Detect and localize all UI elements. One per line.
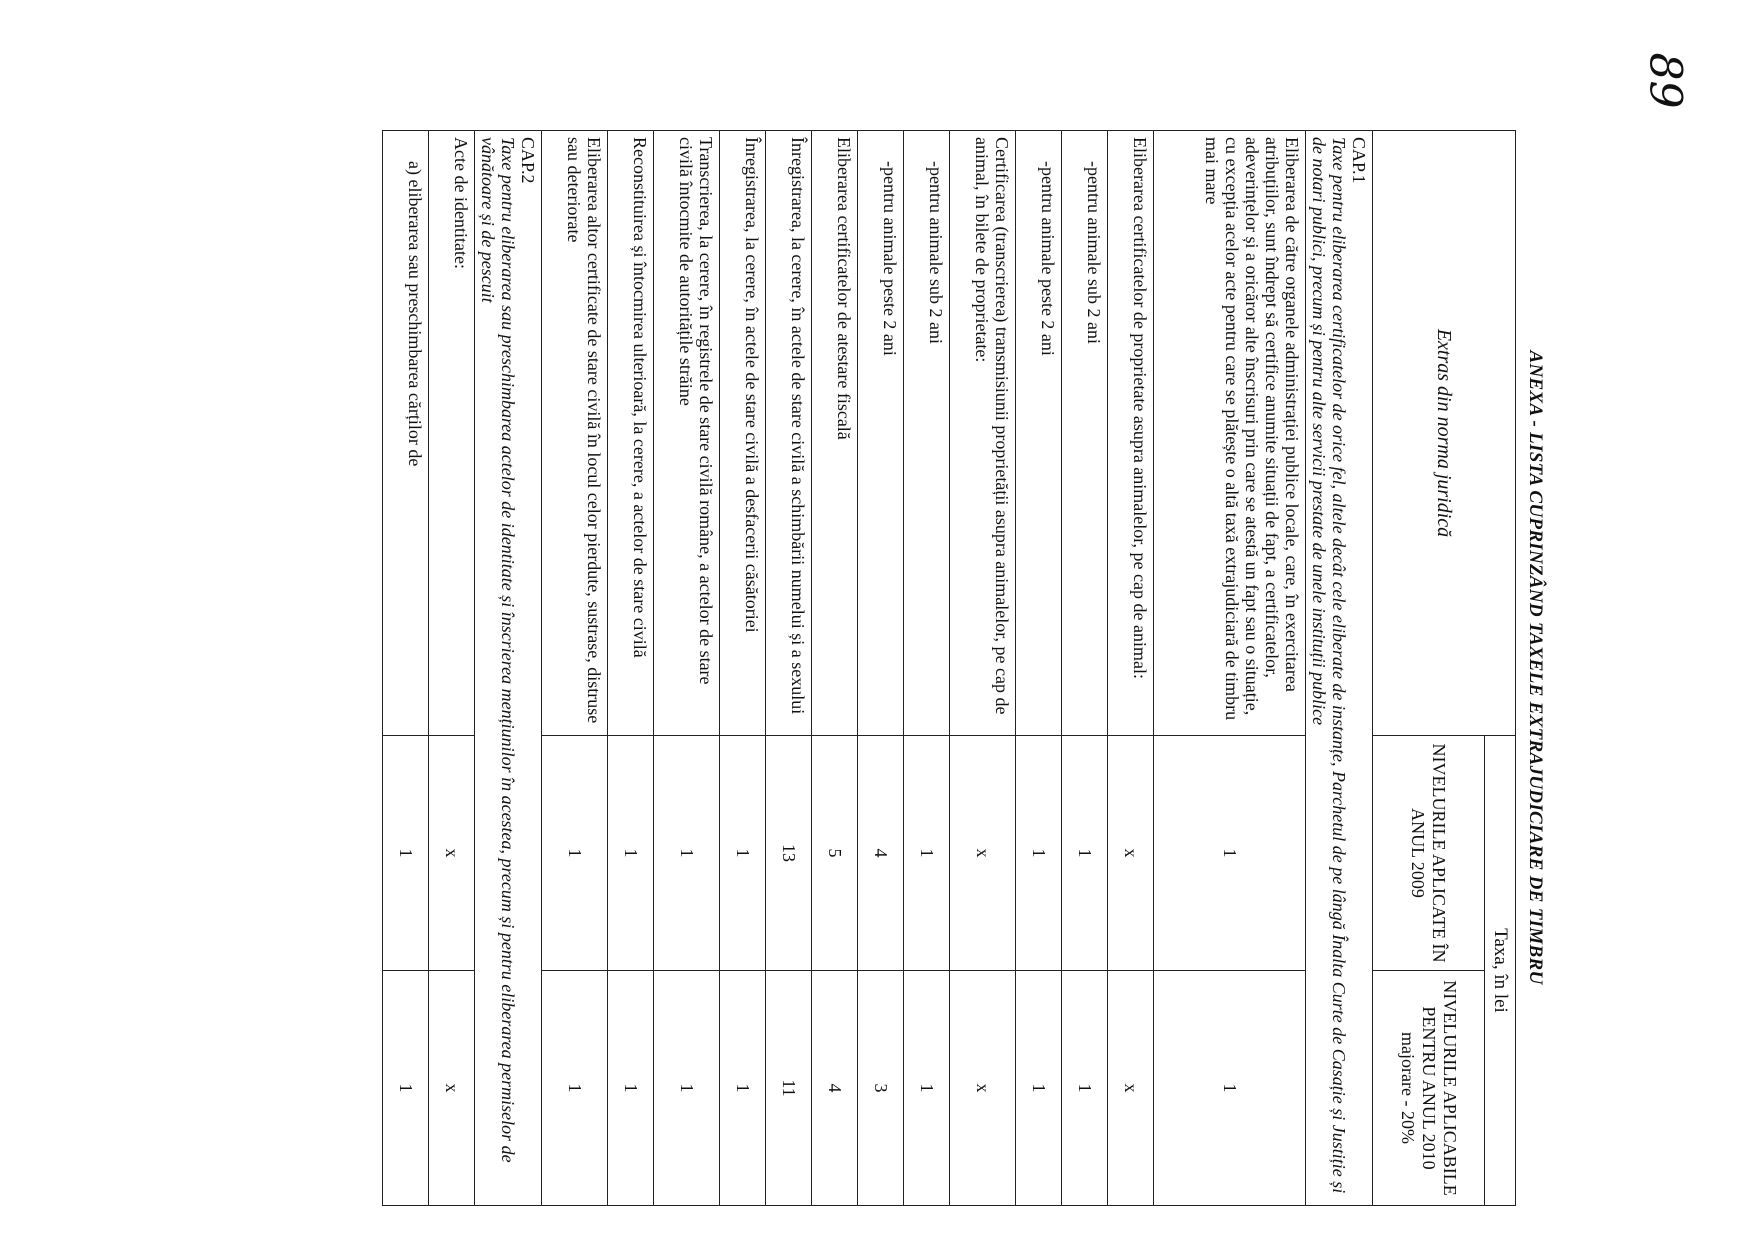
page-number: 89	[1639, 52, 1691, 109]
row-label: Reconstituirea și întocmirea ulterioară, la cerere, a actelor de stare civilă	[608, 131, 654, 736]
row-label: -pentru animale peste 2 ani	[1016, 131, 1062, 736]
value-2009: 1	[542, 736, 608, 971]
value-2009: 1	[1016, 736, 1062, 971]
value-2009: 1	[904, 736, 950, 971]
value-2009: 1	[1154, 736, 1306, 971]
fees-table	[382, 130, 1516, 1206]
value-2009: x	[1108, 736, 1154, 971]
table-row	[812, 131, 858, 1206]
value-2009: 1	[383, 736, 429, 971]
value-2009: x	[429, 736, 475, 971]
row-label: Eliberarea de către organele administrației publice locale, care, în exercitarea atribuțiilor, sunt îndrept să certifice anumite situații de fapt, a certificatelor, adeverințelor și a oricăror alte înscrisuri prin care se atestă un fapt sau o situație, cu excepția acelor acte pentru care se plătește o altă taxă extrajudiciară de timbru mai mare	[1154, 131, 1306, 736]
chapter-2-heading	[475, 131, 542, 1206]
header-level-2009: NIVELURILE APLICATE ÎN ANUL 2009	[1373, 736, 1485, 971]
table-row	[383, 131, 429, 1206]
table-row	[904, 131, 950, 1206]
row-label: Eliberarea certificatelor de proprietate asupra animalelor, pe cap de animal:	[1108, 131, 1154, 736]
value-2009: x	[950, 736, 1016, 971]
row-label: Transcrierea, la cerere, în registrele de stare civilă române, a actelor de stare civilă întocmite de autoritățile străine	[654, 131, 720, 736]
row-label: -pentru animale peste 2 ani	[858, 131, 904, 736]
chapter-1-description: Taxe pentru eliberarea certificatelor de orice fel, altele decât cele eliberate de instanțe, Parchetul de pe lângă Înalta Curte de Casație și Justiție și de notari publici, precum și pentru alte servicii prestate de unele instituții publice	[1309, 137, 1349, 1194]
value-2010: 1	[1016, 971, 1062, 1206]
table-row	[1108, 131, 1154, 1206]
value-2010: 1	[654, 971, 720, 1206]
row-label: -pentru animale sub 2 ani	[904, 131, 950, 736]
annex-document	[85, 130, 1550, 1205]
table-row	[608, 131, 654, 1206]
row-label: Eliberarea altor certificate de stare civilă în locul celor pierdute, sustrase, distruse sau deteriorate	[542, 131, 608, 736]
value-2010: x	[429, 971, 475, 1206]
chapter-2-title: CAP.2	[518, 137, 538, 184]
table-row	[542, 131, 608, 1206]
row-label: a) eliberarea sau preschimbarea cărților de	[383, 131, 429, 736]
value-2009: 1	[608, 736, 654, 971]
table-row	[654, 131, 720, 1206]
value-2009: 1	[720, 736, 766, 971]
value-2010: 1	[542, 971, 608, 1206]
table-row	[1016, 131, 1062, 1206]
value-2010: 1	[608, 971, 654, 1206]
value-2010: 1	[720, 971, 766, 1206]
table-row	[950, 131, 1016, 1206]
value-2010: 1	[904, 971, 950, 1206]
row-label: Eliberarea certificatelor de atestare fiscală	[812, 131, 858, 736]
table-row	[429, 131, 475, 1206]
header-level-2010: NIVELURILE APLICABILE PENTRU ANUL 2010 majorare - 20%	[1373, 971, 1485, 1206]
table-row	[1062, 131, 1108, 1206]
value-2010: 11	[766, 971, 812, 1206]
value-2010: x	[1108, 971, 1154, 1206]
value-2010: x	[950, 971, 1016, 1206]
header-extras: Extras din norma juridică	[1373, 131, 1516, 736]
annex-title: ANEXA - LISTA CUPRINZÂND TAXELE EXTRAJUDICIARE DE TIMBRU	[1525, 350, 1546, 985]
value-2009: 1	[1062, 736, 1108, 971]
chapter-1-title: CAP.1	[1349, 137, 1369, 184]
value-2009: 13	[766, 736, 812, 971]
row-label: Înregistrarea, la cerere, în actele de stare civilă a desfacerii căsătoriei	[720, 131, 766, 736]
header-taxa: Taxa, în lei	[1485, 736, 1516, 1206]
table-row	[1154, 131, 1306, 1206]
row-label: Înregistrarea, la cerere, în actele de stare civilă a schimbării numelui și a sexului	[766, 131, 812, 736]
value-2009: 1	[654, 736, 720, 971]
value-2010: 3	[858, 971, 904, 1206]
value-2010: 1	[1154, 971, 1306, 1206]
chapter-1-heading	[1306, 131, 1373, 1206]
row-label: Acte de identitate:	[429, 131, 475, 736]
value-2010: 4	[812, 971, 858, 1206]
value-2010: 1	[1062, 971, 1108, 1206]
value-2009: 4	[858, 736, 904, 971]
table-row	[720, 131, 766, 1206]
value-2010: 1	[383, 971, 429, 1206]
row-label: -pentru animale sub 2 ani	[1062, 131, 1108, 736]
row-label: Certificarea (transcrierea) transmisiunii proprietății asupra animalelor, pe cap de animal, în bilete de proprietate:	[950, 131, 1016, 736]
table-row	[766, 131, 812, 1206]
table-row	[858, 131, 904, 1206]
chapter-2-description: Taxe pentru eliberarea sau preschimbarea actelor de identitate și înscrierea mențiunilor în acestea, precum și pentru eliberarea permiselor de vânătoare și de pescuit	[478, 137, 518, 1163]
value-2009: 5	[812, 736, 858, 971]
